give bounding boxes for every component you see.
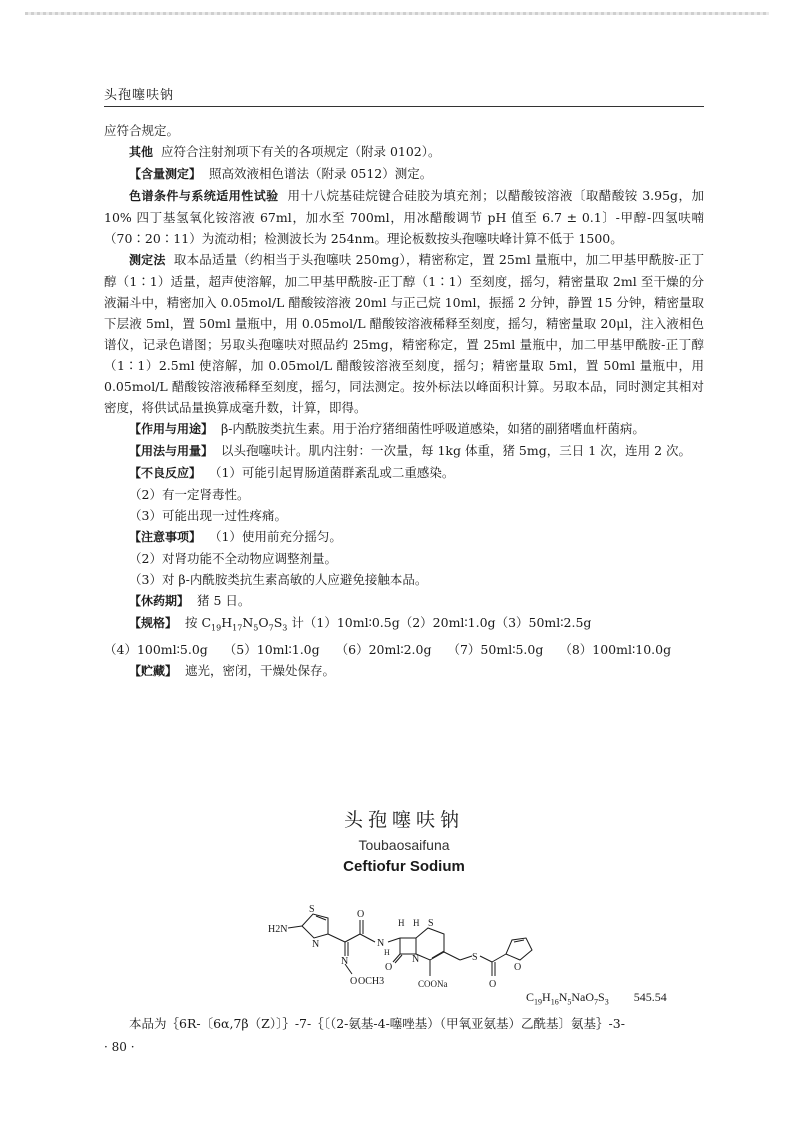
description-paragraph: 本品为｛6R-〔6α,7β（Z）〕｝-7-｛〔（2-氨基-4-噻唑基）（甲氧亚氨基）乙酰基〕氨基｝-3- [129,1016,625,1031]
atom-label: O [385,962,393,973]
atom-label: O [489,979,497,990]
atom-label: S [309,904,315,915]
scan-border [25,12,769,15]
paragraph: 应符合规定。 [104,123,180,138]
running-title: 头孢噻呋钠 [104,88,175,103]
paragraph: （3）对 β-内酰胺类抗生素高敏的人应避免接触本品。 [129,572,428,587]
section-label: 【不良反应】 [129,466,202,480]
atom-label: COONa [418,979,448,989]
spec-item: （6）20ml∶2.0g [335,641,432,657]
molecular-formula: $C_{19}H_{16}N_5NaO_7S_3$ 545.54 [526,990,667,1007]
section-label: 【用法与用量】 [129,444,214,458]
title-pinyin: Toubaosaifuna [358,837,450,853]
paragraph-assay: 【含量测定】 照高效液相色谱法（附录 0512）测定。 [129,166,433,181]
paragraph-specification-cont [104,639,704,660]
atom-label: N [412,954,420,965]
atom-label: O [357,909,365,920]
paragraph-specification: 【规格】 按 $C_{19}H_{17}N_5O_7S_3$ 计（1）10ml∶0.5g（2）20ml∶1.0g（3）50ml∶2.5g [129,615,592,633]
paragraph-withdrawal: 【休药期】 猪 5 日。 [129,593,251,608]
atom-label: OCH3 [358,976,385,987]
atom-label: H [384,948,390,957]
monograph-body [104,120,704,682]
section-label: 【含量测定】 [129,167,202,181]
section-label: 其他 [129,145,154,159]
section-label: 【注意事项】 [129,530,202,544]
paragraph: （2）对肾功能不全动物应调整剂量。 [129,551,337,566]
section-label: 【休药期】 [129,594,190,608]
paragraph-use: 【作用与用途】 β-内酰胺类抗生素。用于治疗猪细菌性呼吸道感染，如猪的副猪嗜血杆菌病。 [129,421,645,436]
paragraph-adverse: 【不良反应】 （1）可能引起胃肠道菌群紊乱或二重感染。 [129,465,455,480]
section-label: 【贮藏】 [129,663,178,678]
atom-label: S [428,918,434,929]
monograph-title-block [104,806,704,878]
molecular-weight: 545.54 [633,990,667,1004]
paragraph-dosage: 【用法与用量】 以头孢噻呋计。肌内注射：一次量，每 1kg 体重，猪 5mg，三日 1 次，连用 2 次。 [129,443,692,458]
atom-label: H [413,918,420,928]
atom-label: O [350,976,358,987]
atom-label: N [312,939,320,950]
paragraph-other: 其他 应符合注射剂项下有关的各项规定（附录 0102）。 [129,144,441,159]
atom-label: H [398,918,405,928]
section-label: 色谱条件与系统适用性试验 [129,189,279,203]
paragraph-method: 测定法 取本品适量（约相当于头孢噻呋 250mg），精密称定，置 25ml 量瓶中，加二甲基甲酰胺-正丁醇（1∶1）适量，超声使溶解，加二甲基甲酰胺-正丁醇（1∶1）至刻度，摇匀，精密量取 2ml 至干燥的分液漏斗中，精密加入 0.05mol/L 醋酸铵溶液 20ml 与正己烷 10ml，振摇 2 分钟，静置 15 分钟，精密量取下层液 5ml，置 50ml 量瓶中，用 0.05mol/L 醋酸铵溶液稀释至刻度，摇匀，精密量取 20μl，注入液相色谱仪，记录色谱图；另取头孢噻呋对照品约 25mg，精密称定，置 25ml 量瓶中，加二甲基甲酰胺-正丁醇（1∶1）2.5ml 使溶解，加 0.05mol/L 醋酸铵溶液至刻度，摇匀；精密量取 5ml，置 50ml 量瓶中，用 0.05mol/L 醋酸铵溶液稀释至刻度，摇匀，同法测定。按外标法以峰面积计算。另取本品，同时测定其相对密度，将供试品量换算成毫升数，计算，即得。 [104,252,704,415]
paragraph-precautions: 【注意事项】 （1）使用前充分摇匀。 [129,529,342,544]
section-label: 【作用与用途】 [129,422,214,436]
atom-label: H2N [268,924,288,935]
spec-item: （1）10ml∶0.5g [303,615,400,630]
spec-item: （3）50ml∶2.5g [495,615,592,630]
header-rule [104,106,704,107]
spec-item: （8）100ml∶10.0g [559,641,672,657]
atom-label: S [472,952,478,963]
atom-label: O [514,962,522,973]
section-label: 【规格】 [129,616,178,630]
atom-label: N [377,938,385,949]
spec-item: （5）10ml∶1.0g [223,641,320,657]
paragraph: （2）有一定肾毒性。 [129,487,250,502]
paragraph-storage: 【贮藏】 遮光，密闭，干燥处保存。 [129,662,335,678]
structural-formula [250,898,550,998]
spec-item: （7）50ml∶5.0g [447,641,544,657]
spec-item: （4）100ml∶5.0g [104,641,208,657]
title-chinese: 头孢噻呋钠 [343,809,464,831]
page-number: · 80 · [104,1040,135,1054]
spec-formula: $C_{19}H_{17}N_5O_7S_3$ [201,615,288,633]
section-label: 测定法 [129,253,166,267]
paragraph-chromatography: 色谱条件与系统适用性试验 用十八烷基硅烷键合硅胶为填充剂；以醋酸铵溶液〔取醋酸铵 3.95g，加 10% 四丁基氢氧化铵溶液 67ml，加水至 700ml，用冰醋酸调节 pH 值至 6.7 ± 0.1〕-甲醇-四氢呋喃（70∶20∶11）为流动相；检测波长为 254nm。理论板数按头孢噻呋峰计算不低于 1500。 [104,188,704,246]
title-english: Ceftiofur Sodium [343,858,465,875]
spec-item: （2）20ml∶1.0g [399,615,496,630]
atom-label: N [341,956,349,967]
paragraph: （3）可能出现一过性疼痛。 [129,508,287,523]
